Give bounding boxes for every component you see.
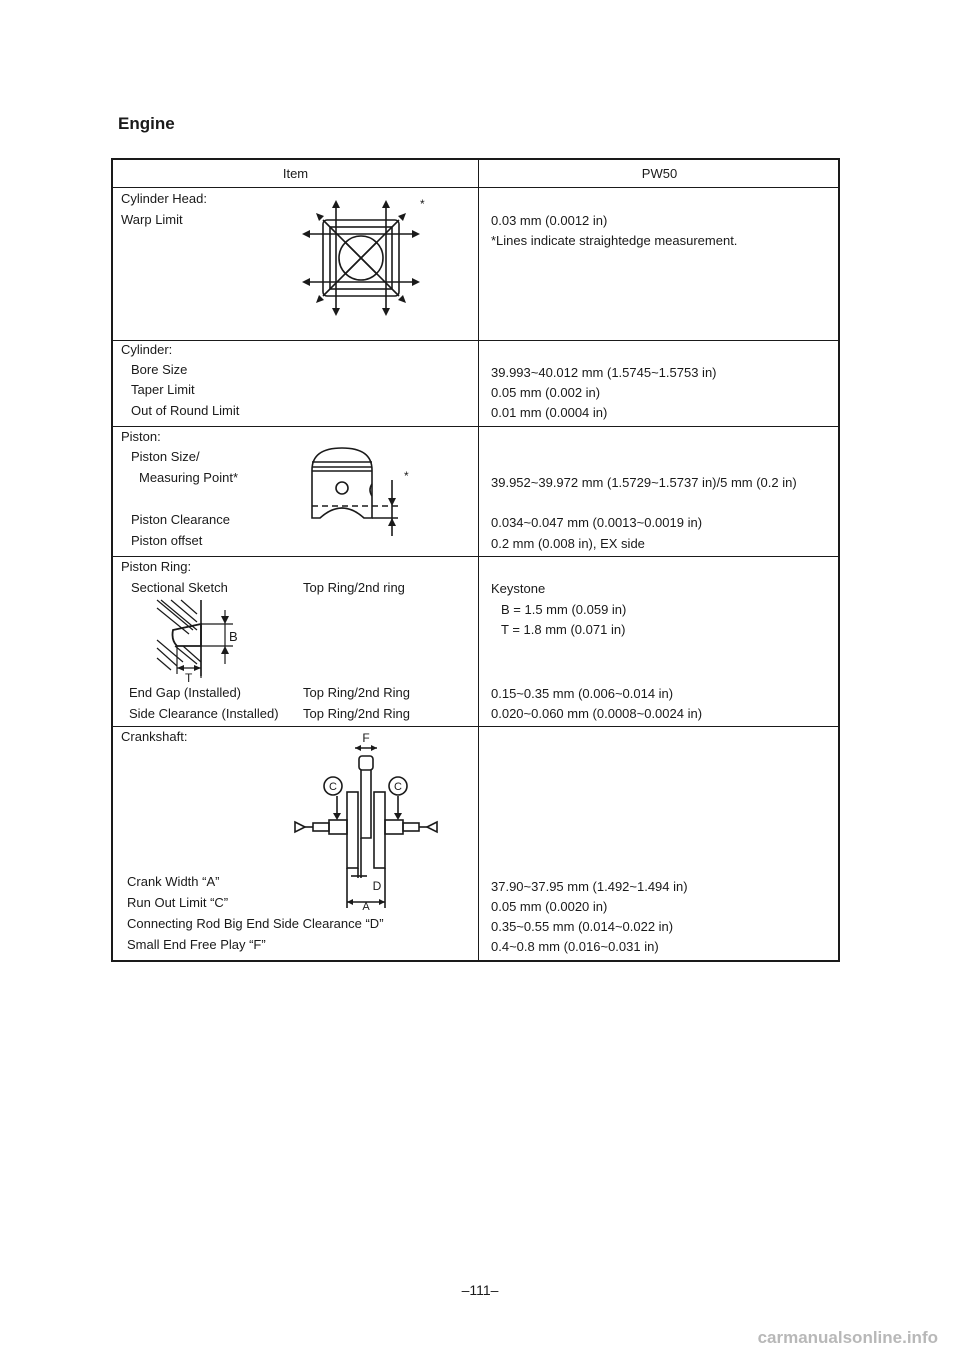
row-divider [113, 340, 838, 341]
row-divider [113, 556, 838, 557]
straightedge-note: *Lines indicate straightedge measurement. [491, 233, 738, 248]
run-out-value: 0.05 mm (0.0020 in) [491, 899, 608, 914]
figure-label-a: A [362, 901, 370, 913]
column-divider [478, 160, 479, 960]
spec-table [111, 158, 840, 962]
row-divider [113, 426, 838, 427]
end-gap-value: 0.15~0.35 mm (0.006~0.014 in) [491, 686, 674, 701]
warp-limit-value: 0.03 mm (0.0012 in) [491, 213, 608, 228]
cylinder-heading: Cylinder: [121, 342, 173, 357]
side-clearance-value: 0.020~0.060 mm (0.0008~0.0024 in) [491, 706, 703, 721]
rod-clearance-label: Connecting Rod Big End Side Clearance “D” [127, 916, 384, 931]
figure-label-c-right: C [394, 781, 402, 793]
piston-size-value: 39.952~39.972 mm (1.5729~1.5737 in)/5 mm (0.2 in) [491, 475, 797, 490]
piston-clearance-label: Piston Clearance [131, 512, 230, 527]
figure-label-b: B [229, 629, 238, 644]
crankshaft-heading: Crankshaft: [121, 729, 188, 744]
figure-label-f: F [362, 731, 370, 745]
sectional-sketch-label: Sectional Sketch [131, 580, 228, 595]
bore-size-value: 39.993~40.012 mm (1.5745~1.5753 in) [491, 365, 717, 380]
crank-width-label: Crank Width “A” [127, 874, 220, 889]
taper-limit-label: Taper Limit [131, 382, 195, 397]
header-pw50: PW50 [641, 166, 678, 181]
run-out-label: Run Out Limit “C” [127, 895, 229, 910]
rod-clearance-value: 0.35~0.55 mm (0.014~0.022 in) [491, 919, 674, 934]
ring-t-value: T = 1.8 mm (0.071 in) [501, 622, 626, 637]
small-end-play-value: 0.4~0.8 mm (0.016~0.031 in) [491, 939, 659, 954]
figure-label-t: T [185, 671, 193, 685]
out-of-round-value: 0.01 mm (0.0004 in) [491, 405, 608, 420]
figure-asterisk: * [420, 197, 425, 211]
piston-offset-value: 0.2 mm (0.008 in), EX side [491, 536, 645, 551]
cylinder-head-heading: Cylinder Head: [121, 191, 207, 206]
watermark: carmanualsonline.info [757, 1328, 938, 1347]
piston-heading: Piston: [121, 429, 161, 444]
warp-limit-label: Warp Limit [121, 212, 183, 227]
figure-asterisk: * [404, 469, 409, 483]
bore-size-label: Bore Size [131, 362, 188, 377]
ring-b-value: B = 1.5 mm (0.059 in) [501, 602, 627, 617]
sketch-ring-type: Top Ring/2nd ring [303, 580, 405, 595]
crankshaft-figure [291, 728, 451, 913]
piston-offset-label: Piston offset [131, 533, 203, 548]
row-divider [113, 187, 838, 188]
piston-measuring-figure [308, 444, 438, 544]
header-item: Item [282, 166, 309, 181]
measuring-point-label: Measuring Point* [139, 470, 238, 485]
cylinder-head-warp-figure [288, 198, 438, 318]
end-gap-label: End Gap (Installed) [129, 685, 242, 700]
piston-size-label: Piston Size/ [131, 449, 200, 464]
taper-limit-value: 0.05 mm (0.002 in) [491, 385, 601, 400]
side-clearance-ring-type: Top Ring/2nd Ring [303, 706, 410, 721]
piston-ring-heading: Piston Ring: [121, 559, 192, 574]
figure-label-d: D [372, 879, 382, 893]
out-of-round-label: Out of Round Limit [131, 403, 240, 418]
end-gap-ring-type: Top Ring/2nd Ring [303, 685, 410, 700]
small-end-play-label: Small End Free Play “F” [127, 937, 266, 952]
piston-ring-sketch [153, 596, 263, 685]
figure-label-c-left: C [329, 781, 337, 793]
row-divider [113, 726, 838, 727]
piston-clearance-value: 0.034~0.047 mm (0.0013~0.0019 in) [491, 515, 703, 530]
side-clearance-label: Side Clearance (Installed) [129, 706, 279, 721]
ring-type-value: Keystone [491, 581, 546, 596]
crank-width-value: 37.90~37.95 mm (1.492~1.494 in) [491, 879, 688, 894]
page-title: Engine [118, 114, 175, 133]
page-number: –111– [461, 1282, 499, 1298]
